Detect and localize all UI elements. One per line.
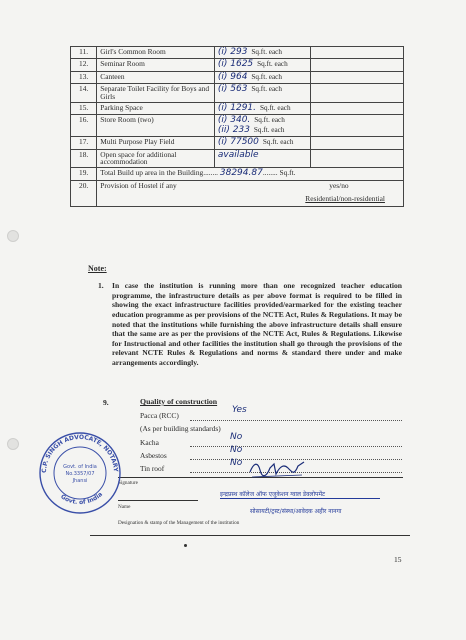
handwritten-value: (ii) 233 [217,124,250,135]
asbestos-value: No [230,445,243,455]
blank-cell [310,59,403,71]
row-value-cell [214,149,310,168]
note-title: Note: [88,264,107,273]
tin-roof-value: No [230,458,243,468]
row-value-cell [214,137,310,149]
row-number: 18. [71,149,97,168]
handwritten-value: (i) 964 [217,71,248,82]
kacha-label: Kacha [140,438,159,447]
row-label: Open space for additional accommodation [97,149,215,168]
separator-line [90,535,410,536]
row-value-cell [214,47,310,59]
row-label: Separate Toilet Facility for Boys and Girls [97,84,215,103]
unit-label: Sq.ft. each [251,85,282,94]
pacca-label: Pacca (RCC) [140,411,179,420]
row-label: Seminar Room [97,59,215,71]
unit-label: Sq.ft. each [262,138,294,147]
row-number: 11. [71,47,97,59]
row-number: 16. [71,115,97,137]
blank-cell [310,47,403,59]
note-number: 1. [98,281,104,290]
section-title: Quality of construction [140,397,218,406]
unit-label: Sq.ft. [279,168,296,178]
row-label: Multi Purpose Play Field [97,137,215,149]
dotted-line [190,412,402,421]
unit-label: Sq.ft. each [254,116,285,125]
page-number: 15 [394,555,402,564]
punch-hole [7,230,19,242]
svg-text:No.3357/07: No.3357/07 [65,471,95,477]
row-label: Girl's Common Room [97,47,215,59]
row-number: 12. [71,59,97,71]
name-label: Name [118,504,131,510]
handwritten-signature [248,458,308,480]
blank-cell [310,115,403,137]
row-value-cell [214,59,310,71]
note-text: In case the institution is running more than one recognized teacher education programme, the infrastructure details as per above format is required to be filled in showing the exact infrastructure facilities provided/earmarked for the existing teacher education programme as per provisions of the NCTE Act, Rules & Regulations. It may be noted that the institutions while furnishing the above infrastructure details shall ensure that the same are as per the provisions of the NCTE Act, Rules & Regulations. Likewise for Instructional and other facilities the institution shall go through the provisions of the relevant NCTE Rules & Regulations and norms & standard there under and make arrangements accordingly. [112,281,402,368]
kacha-value: No [230,432,243,442]
row-number: 17. [71,137,97,149]
dotted-line [190,438,402,447]
table-row [71,71,404,83]
tin-roof-label: Tin roof [140,464,165,473]
row-label: Store Room (two) [97,115,215,137]
notary-stamp [37,430,123,516]
handwritten-value: (i) 340. [217,115,251,126]
handwritten-value: (i) 563 [217,84,248,95]
row-value-cell [214,71,310,83]
yes-no-option: yes/no [329,180,349,190]
row-number: 14. [71,84,97,103]
unit-label: Sq.ft. each [251,48,282,56]
unit-label: Sq.ft. each [251,72,282,81]
hostel-cell [97,180,404,206]
handwritten-value: (i) 1291. [217,102,257,113]
signature-label: Signature [118,480,138,486]
row-value-cell [214,84,310,103]
row-value-cell [214,115,310,137]
row-label: Total Build up area in the Building [100,168,204,178]
ink-dot [184,544,187,547]
table-row [71,84,404,103]
pacca-value: Yes [232,405,247,415]
row-number: 13. [71,71,97,83]
blank-cell [310,102,403,114]
svg-text:Jhansi: Jhansi [72,478,88,484]
row-value-cell [214,102,310,114]
svg-text:Govt. of India: Govt. of India [59,490,104,507]
table-row [71,168,404,180]
asbestos-label: Asbestos [140,451,167,460]
svg-text:C.P. SINGH ADVOCATE, NOTARY: C.P. SINGH ADVOCATE, NOTARY [40,433,120,474]
residential-option: Residential/non-residential [305,193,385,203]
handwritten-value: (i) 293 [217,47,248,57]
blank-cell [310,71,403,83]
handwritten-value: (i) 1625 [217,59,254,70]
unit-label: Sq.ft. each [257,60,288,69]
designation-label: Designation & stamp of the Management of the institution [118,520,240,526]
punch-hole [7,438,19,450]
blank-cell [310,137,403,149]
section-number: 9. [103,398,109,407]
row-number: 20. [71,180,97,206]
handwritten-value: (i) 77500 [217,137,259,148]
handwritten-value: 38294.87 [219,168,263,179]
blank-cell [310,84,403,103]
table-row [71,47,404,59]
row-number: 15. [71,102,97,114]
infrastructure-table [70,46,404,207]
standards-note: (As per building standards) [140,424,221,433]
table-row [71,180,404,206]
table-row [71,149,404,168]
institution-stamp-line2: सोसायटी/ट्रस्ट/संस्था/आवेदक अहीर नानगा [250,508,342,515]
row-label: Canteen [97,71,215,83]
total-area-cell: Total Build up area in the Building........ 38294.87........ Sq.ft. [97,168,404,180]
handwritten-value: available [217,149,259,160]
blank-cell [310,149,403,168]
table-row [71,102,404,114]
table-row [71,59,404,71]
unit-label: Sq.ft. each [260,103,291,112]
institution-stamp-line1: इन्द्रप्रस्थ कॉलेज ऑफ एजुकेशन ग्वाल डेवलोपमेंट [220,490,380,499]
row-label: Provision of Hostel if any [100,180,177,190]
row-number: 19. [71,168,97,180]
table-row [71,115,404,137]
separator-line [118,500,198,501]
svg-text:Govt. of India: Govt. of India [63,464,97,470]
unit-label: Sq.ft. each [253,125,285,134]
row-label: Parking Space [97,102,215,114]
table-row [71,137,404,149]
